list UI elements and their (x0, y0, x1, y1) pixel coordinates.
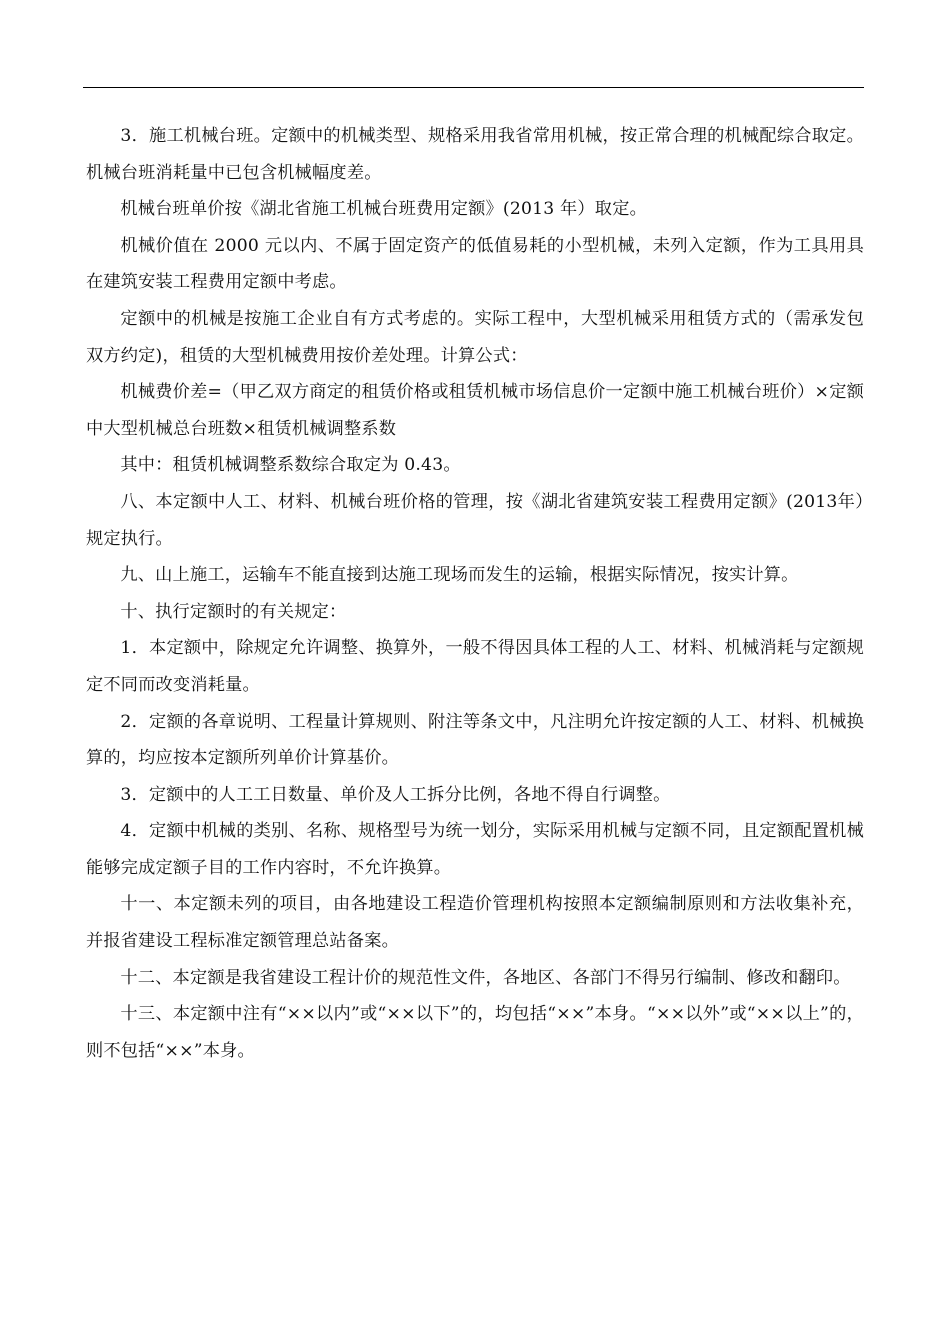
paragraph-leased-machinery: 定额中的机械是按施工企业自有方式考虑的。实际工程中，大型机械采用租赁方式的（需承发包双方约定)，租赁的大型机械费用按价差处理。计算公式： (86, 308, 864, 366)
paragraph-small-machinery: 机械价值在 2000 元以内、不属于固定资产的低值易耗的小型机械，未列入定额，作为工具用具在建筑安装工程费用定额中考虑。 (86, 235, 864, 293)
paragraph-rule-1: 1．本定额中，除规定允许调整、换算外，一般不得因具体工程的人工、材料、机械消耗与定额规定不同而改变消耗量。 (86, 638, 864, 695)
paragraph-section-13: 十三、本定额中注有“××以内”或“××以下”的，均包括“××”本身。“××以外”或“××以上”的，则不包括“××”本身。 (86, 1004, 864, 1061)
paragraph-section-12: 十二、本定额是我省建设工程计价的规范性文件，各地区、各部门不得另行编制、修改和翻印。 (120, 967, 851, 988)
paragraph-adjustment-coefficient: 其中：租赁机械调整系数综合取定为 0.43。 (120, 455, 461, 476)
document-body (86, 118, 864, 1069)
paragraph-section-11: 十一、本定额未列的项目，由各地建设工程造价管理机构按照本定额编制原则和方法收集补充，并报省建设工程标准定额管理总站备案。 (86, 894, 864, 952)
paragraph-rule-2: 2．定额的各章说明、工程量计算规则、附注等条文中，凡注明允许按定额的人工、材料、机械换算的，均应按本定额所列单价计算基价。 (86, 711, 864, 769)
paragraph-rule-3: 3．定额中的人工工日数量、单价及人工拆分比例，各地不得自行调整。 (120, 784, 671, 805)
paragraph-shift-unit-price: 机械台班单价按《湖北省施工机械台班费用定额》(2013 年）取定。 (120, 199, 647, 220)
header-rule (83, 87, 864, 88)
paragraph-rule-4: 4．定额中机械的类别、名称、规格型号为统一划分，实际采用机械与定额不同，且定额配置机械能够完成定额子目的工作内容时，不允许换算。 (86, 821, 864, 878)
paragraph-section-8: 八、本定额中人工、材料、机械台班价格的管理，按《湖北省建筑安装工程费用定额》(2013年）规定执行。 (86, 491, 864, 549)
paragraph-machine-shift: 3．施工机械台班。定额中的机械类型、规格采用我省常用机械，按正常合理的机械配综合取定。机械台班消耗量中已包含机械幅度差。 (86, 126, 864, 183)
paragraph-section-9: 九、山上施工，运输车不能直接到达施工现场而发生的运输，根据实际情况，按实计算。 (120, 565, 799, 586)
paragraph-section-10: 十、执行定额时的有关规定： (120, 601, 347, 622)
paragraph-price-difference-formula: 机械费价差=（甲乙双方商定的租赁价格或租赁机械市场信息价一定额中施工机械台班价）×定额中大型机械总台班数×租赁机械调整系数 (86, 382, 864, 439)
